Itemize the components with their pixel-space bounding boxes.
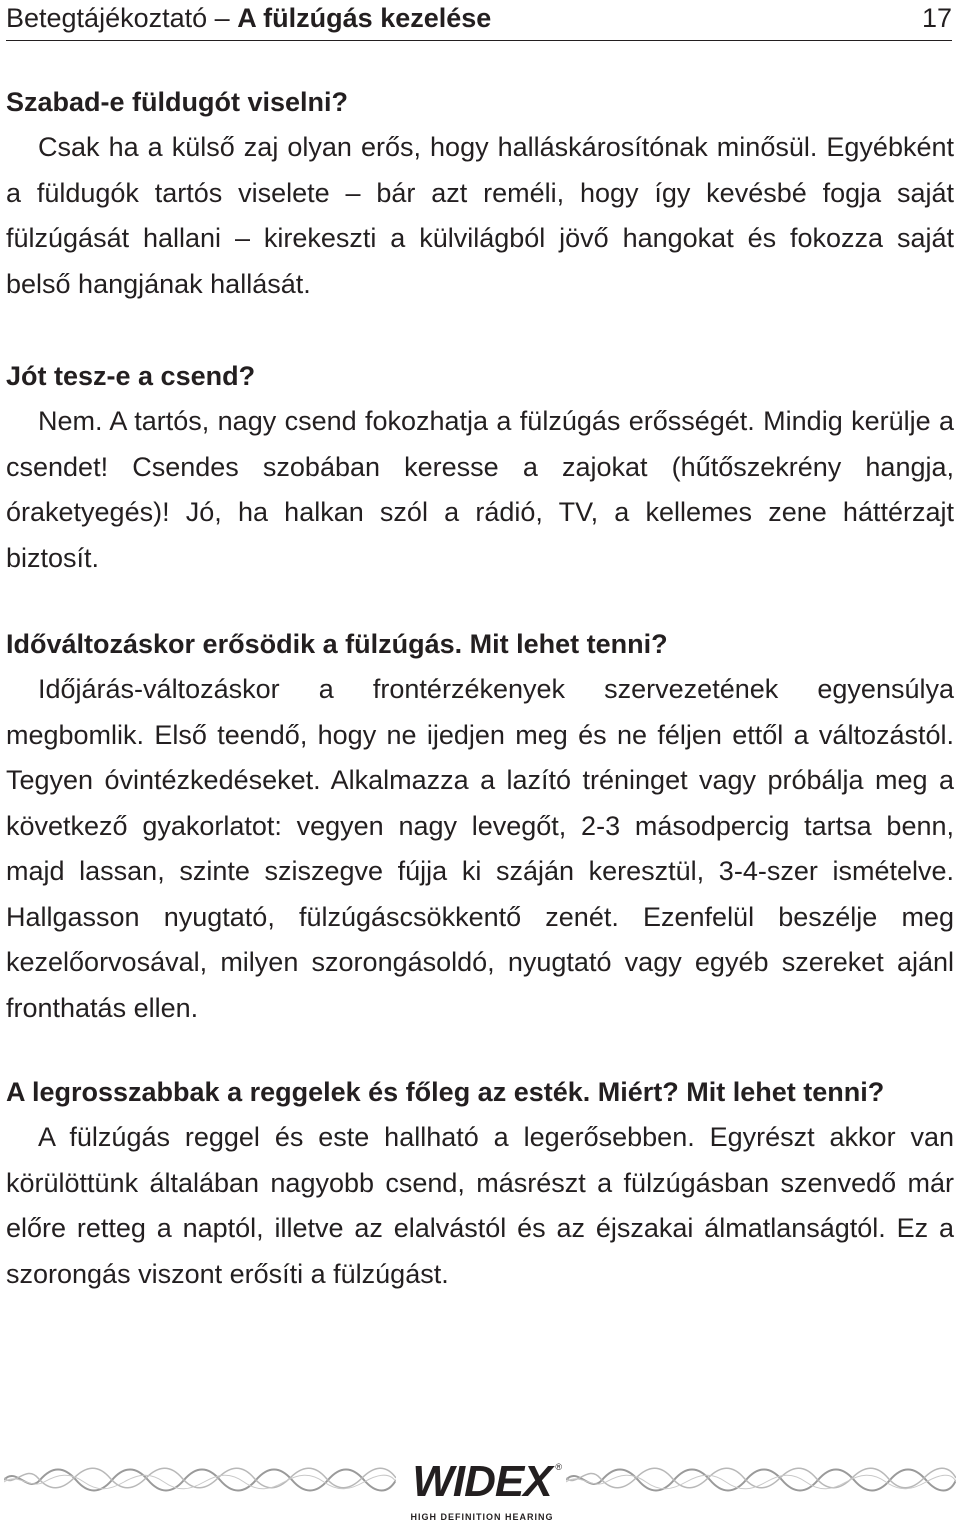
section-heading: Időváltozáskor erősödik a fülzúgás. Mit lehet tenni? <box>6 629 668 659</box>
section-heading: A legrosszabbak a reggelek és főleg az esték. Miért? Mit lehet tenni? <box>6 1077 885 1107</box>
section-weather-change <box>6 622 954 1031</box>
section-body: Időjárás-változáskor a frontérzékenyek szervezetének egyensúlya megbomlik. Első teendő, hogy ne ijedjen meg és ne féljen ettől a változástól. Tegyen óvintézkedéseket. Alkalmazza a lazító tréninget vagy próbálja meg a következő gyakorlatot: vegyen nagy levegőt, 2-3 másodpercig tartsa benn, majd lassan, szinte sziszegve fújja ki száján keresztül, 3-4-szer ismételve. Hallgasson nyugtató, fülzúgáscsökkentő zenét. Ezenfelül beszélje meg kezelőorvosával, milyen szorongásoldó, nyugtató vagy egyéb szereket ajánl fronthatás ellen. <box>6 674 954 1023</box>
section-mornings-evenings <box>6 1070 954 1297</box>
logo-tagline: HIGH DEFINITION HEARING <box>410 1512 554 1522</box>
page-number: 17 <box>921 3 952 33</box>
section-body: Csak ha a külső zaj olyan erős, hogy halláskárosítónak minősül. Egyébként a füldugók tartós viselete – bár azt reméli, hogy így kevésbé fogja saját fülzúgását hallani – kirekeszti a külvilágból jövő hangokat és fokozza saját belső hangjának hallását. <box>6 132 954 299</box>
logo-wordmark: WIDEX <box>412 1457 552 1506</box>
section-heading: Jót tesz-e a csend? <box>6 361 256 391</box>
widex-logo <box>402 1458 562 1526</box>
section-body: A fülzúgás reggel és este hallható a legerősebben. Egyrészt akkor van körülöttünk általában nagyobb csend, másrészt a fülzúgásban szenvedő már előre retteg a naptól, illetve az elalvástól és az éjszakai álmatlanságtól. Ez a szorongás viszont erősíti a fülzúgást. <box>6 1122 954 1289</box>
decorative-wave-right <box>566 1458 956 1498</box>
section-silence <box>6 354 954 581</box>
section-body: Nem. A tartós, nagy csend fokozhatja a fülzúgás erősségét. Mindig kerülje a csendet! Csendes szobában keresse a zajokat (hűtőszekrény hangja, óraketyegés)! Jó, ha halkan szól a rádió, TV, a kellemes zene háttérzajt biztosít. <box>6 406 954 573</box>
section-heading: Szabad-e füldugót viselni? <box>6 87 349 117</box>
running-header <box>6 0 952 41</box>
section-earplugs <box>6 80 954 307</box>
running-title: A fülzúgás kezelése <box>237 3 492 33</box>
running-title-prefix: Betegtájékoztató – <box>6 3 230 33</box>
decorative-wave-left <box>4 1458 396 1498</box>
registered-mark: ® <box>555 1462 562 1472</box>
